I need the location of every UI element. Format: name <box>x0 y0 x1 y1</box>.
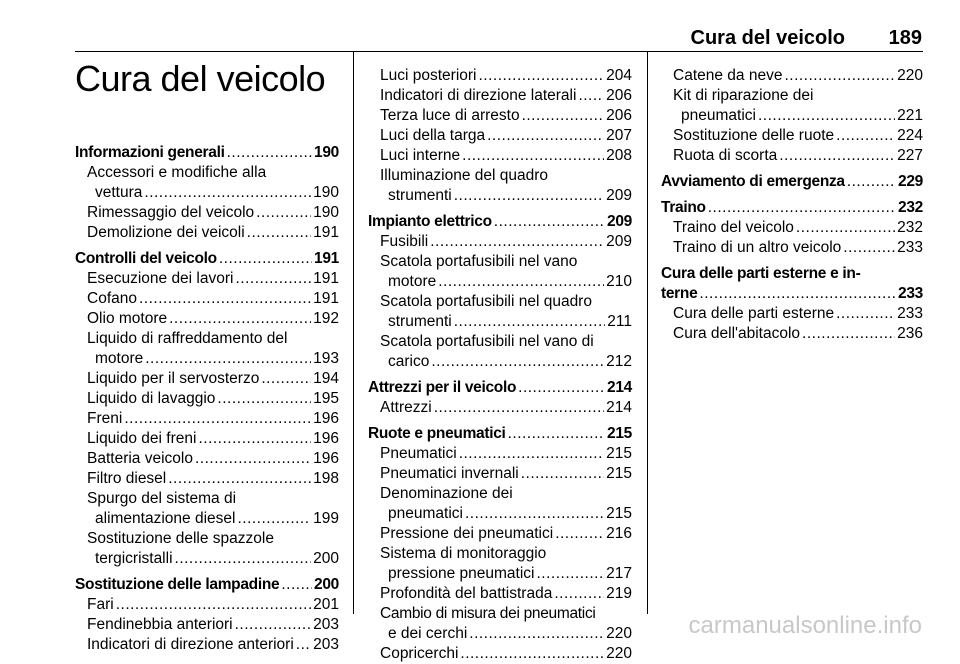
toc-entry[interactable]: Fusibili ..... 209 <box>368 232 632 252</box>
toc-section[interactable]: Avviamento di emergenza ..... 229 <box>661 172 923 192</box>
toc-column-1 <box>75 143 339 655</box>
toc-entry[interactable]: Profondità del battistrada ..... 219 <box>368 584 632 604</box>
toc-entry[interactable]: Catene da neve ..... 220 <box>661 66 923 86</box>
toc-entry[interactable]: Fendinebbia anteriori ..... 203 <box>75 615 339 635</box>
toc-entry[interactable]: alimentazione diesel ..... 199 <box>75 509 339 529</box>
toc-entry[interactable]: Luci interne ..... 208 <box>368 146 632 166</box>
toc-entry[interactable]: Luci della targa ..... 207 <box>368 126 632 146</box>
toc-section[interactable]: Attrezzi per il veicolo ..... 214 <box>368 378 632 398</box>
toc-entry[interactable]: Liquido dei freni ..... 196 <box>75 429 339 449</box>
toc-entry[interactable]: motore ..... 210 <box>368 272 632 292</box>
toc-entry[interactable]: Pneumatici invernali ..... 215 <box>368 464 632 484</box>
toc-entry[interactable]: Scatola portafusibili nel quadro <box>380 293 592 310</box>
toc-entry[interactable]: motore ..... 193 <box>75 349 339 369</box>
toc-entry[interactable]: carico ..... 212 <box>368 352 632 372</box>
toc-entry[interactable]: Traino di un altro veicolo ..... 233 <box>661 238 923 258</box>
toc-section[interactable]: Controlli del veicolo ..... 191 <box>75 249 339 269</box>
toc-entry[interactable]: Rimessaggio del veicolo ..... 190 <box>75 203 339 223</box>
toc-entry[interactable]: Sostituzione delle ruote ..... 224 <box>661 126 923 146</box>
toc-entry[interactable]: Traino del veicolo ..... 232 <box>661 218 923 238</box>
toc-entry[interactable]: Cambio di misura dei pneumatici <box>380 605 596 622</box>
toc-entry[interactable]: Attrezzi ..... 214 <box>368 398 632 418</box>
toc-section[interactable]: Impianto elettrico ..... 209 <box>368 212 632 232</box>
column-divider-1 <box>353 52 354 614</box>
toc-entry[interactable]: Liquido di lavaggio ..... 195 <box>75 389 339 409</box>
toc-entry[interactable]: Freni ..... 196 <box>75 409 339 429</box>
page-title: Cura del veicolo <box>75 58 326 99</box>
toc-entry[interactable]: Indicatori di direzione laterali ..... 206 <box>368 86 632 106</box>
toc-entry[interactable]: Scatola portafusibili nel vano <box>380 253 578 270</box>
toc-entry[interactable]: Cura delle parti esterne ..... 233 <box>661 304 923 324</box>
toc-entry[interactable]: Batteria veicolo ..... 196 <box>75 449 339 469</box>
toc-entry[interactable]: Copricerchi ..... 220 <box>368 644 632 664</box>
toc-column-2 <box>368 66 632 664</box>
toc-entry[interactable]: Pressione dei pneumatici ..... 216 <box>368 524 632 544</box>
header-page-number: 189 <box>888 27 922 49</box>
toc-entry[interactable]: Fari ..... 201 <box>75 595 339 615</box>
column-divider-2 <box>647 52 648 614</box>
toc-entry[interactable]: Ruota di scorta ..... 227 <box>661 146 923 166</box>
toc-entry[interactable]: strumenti ..... 209 <box>368 186 632 206</box>
watermark: carmanualsonline.info <box>688 612 922 639</box>
toc-entry[interactable]: tergicristalli ..... 200 <box>75 549 339 569</box>
header-rule <box>75 51 923 52</box>
toc-entry[interactable]: Spurgo del sistema di <box>87 490 237 507</box>
toc-entry[interactable]: Liquido di raffreddamento del <box>87 330 288 347</box>
toc-entry[interactable]: Olio motore ..... 192 <box>75 309 339 329</box>
toc-entry[interactable]: Denominazione dei <box>380 485 513 502</box>
toc-column-3 <box>661 66 923 344</box>
toc-entry[interactable]: pneumatici ..... 215 <box>368 504 632 524</box>
toc-entry[interactable]: strumenti ..... 211 <box>368 312 632 332</box>
toc-entry[interactable]: Illuminazione del quadro <box>380 167 549 184</box>
toc-entry[interactable]: Accessori e modifiche alla <box>87 164 267 181</box>
toc-entry[interactable]: pneumatici ..... 221 <box>661 106 923 126</box>
toc-entry[interactable]: Indicatori di direzione anteriori ..... 203 <box>75 635 339 655</box>
header-title: Cura del veicolo <box>690 27 845 49</box>
toc-section[interactable]: terne ..... 233 <box>661 284 923 304</box>
toc-entry[interactable]: Esecuzione dei lavori ..... 191 <box>75 269 339 289</box>
toc-entry[interactable]: Scatola portafusibili nel vano di <box>380 333 594 350</box>
toc-entry[interactable]: Terza luce di arresto ..... 206 <box>368 106 632 126</box>
toc-entry[interactable]: Liquido per il servosterzo ..... 194 <box>75 369 339 389</box>
toc-entry[interactable]: e dei cerchi ..... 220 <box>368 624 632 644</box>
toc-entry[interactable]: vettura ..... 190 <box>75 183 339 203</box>
toc-section[interactable]: Traino ..... 232 <box>661 198 923 218</box>
toc-entry[interactable]: Pneumatici ..... 215 <box>368 444 632 464</box>
toc-entry[interactable]: Cura dell'abitacolo ..... 236 <box>661 324 923 344</box>
toc-section[interactable]: Ruote e pneumatici ..... 215 <box>368 424 632 444</box>
toc-entry[interactable]: Demolizione dei veicoli ..... 191 <box>75 223 339 243</box>
toc-section[interactable]: Cura delle parti esterne e in- <box>661 265 861 282</box>
toc-section[interactable]: Sostituzione delle lampadine ..... 200 <box>75 575 339 595</box>
toc-entry[interactable]: Sistema di monitoraggio <box>380 545 547 562</box>
toc-entry[interactable]: Luci posteriori ..... 204 <box>368 66 632 86</box>
toc-entry[interactable]: Sostituzione delle spazzole <box>87 530 274 547</box>
toc-entry[interactable]: pressione pneumatici ..... 217 <box>368 564 632 584</box>
toc-entry[interactable]: Cofano ..... 191 <box>75 289 339 309</box>
toc-entry[interactable]: Kit di riparazione dei <box>673 87 814 104</box>
toc-entry[interactable]: Filtro diesel ..... 198 <box>75 469 339 489</box>
page-header <box>0 27 960 57</box>
toc-section[interactable]: Informazioni generali ..... 190 <box>75 143 339 163</box>
